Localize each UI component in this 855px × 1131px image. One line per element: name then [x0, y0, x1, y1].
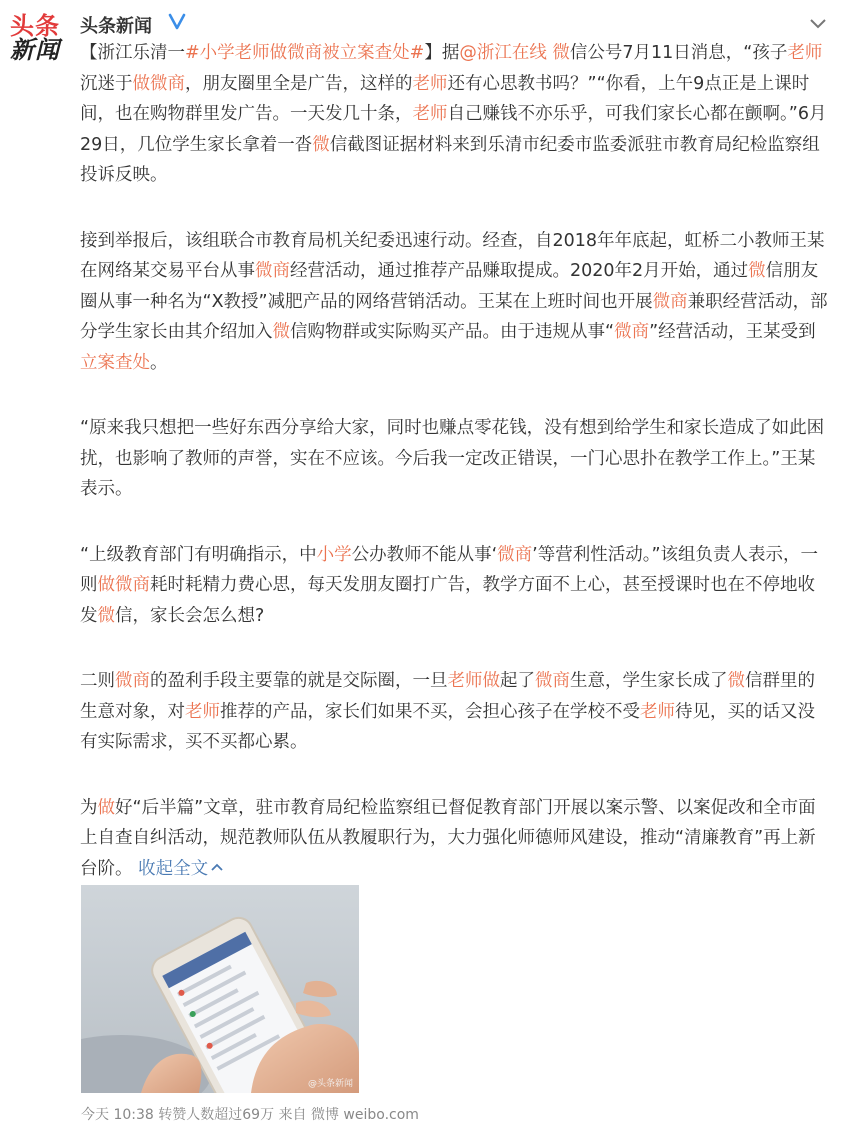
- highlight-link[interactable]: 做: [97, 797, 115, 818]
- post-footer: [81, 1104, 419, 1124]
- text-run: 生意，学生家长成了: [570, 671, 728, 691]
- highlight-link[interactable]: 老师: [185, 701, 220, 722]
- highlight-link[interactable]: 微商: [535, 671, 570, 691]
- repost-count: 转赞人数超过69万: [158, 1107, 275, 1123]
- highlight-link[interactable]: 老师: [412, 104, 448, 124]
- post-body: [80, 38, 830, 884]
- post-photo[interactable]: [81, 885, 359, 1093]
- text-run: 信公号7月11日消息，“孩子: [569, 43, 788, 63]
- paragraph-2: [80, 226, 830, 379]
- text-run: 公办教师不能从事‘: [351, 544, 498, 565]
- paragraph-6: [80, 793, 830, 885]
- text-run: 的盈利手段主要靠的就是交际圈，一旦: [150, 671, 448, 691]
- text-run: ’等营利性活动。”该组负责人表示，一则: [80, 544, 819, 595]
- text-run: 耗时耗精力费心思，每天发朋友圈打广告，教学方面不上心，甚至授课时也在不停地收发: [80, 575, 815, 626]
- highlight-link[interactable]: 微: [748, 261, 766, 281]
- paragraph-1: [80, 38, 830, 191]
- text-run: 信，家长会怎么想?: [115, 605, 265, 626]
- text-run: ，朋友圈里全是广告，这样的: [185, 73, 413, 94]
- highlight-link[interactable]: 微: [727, 671, 745, 691]
- highlight-link[interactable]: 老师: [787, 43, 823, 63]
- text-run: 】据: [424, 43, 460, 63]
- highlight-link[interactable]: 老师: [640, 701, 675, 722]
- highlight-link[interactable]: 微: [97, 605, 115, 626]
- highlight-link[interactable]: 微: [552, 43, 570, 63]
- text-run: 信群里的生意对象，对: [80, 671, 815, 722]
- post-time: 今天 10:38: [81, 1107, 154, 1123]
- highlight-link[interactable]: #小学老师做微商被立案查处#: [185, 43, 425, 63]
- text-run: 接到举报后，该组联合市教育局机关纪委迅速行动。经查，自2018年年底起，虹桥二小教师王某在网络某交易平台从事: [80, 230, 825, 281]
- photo-watermark: @头条新闻: [307, 1079, 353, 1089]
- text-run: 【浙江乐清一: [80, 43, 185, 63]
- text-run: 。: [150, 352, 168, 373]
- paragraph-3: [80, 413, 830, 505]
- highlight-link[interactable]: 微: [312, 134, 330, 155]
- chevron-up-icon: [211, 863, 223, 872]
- text-run: “上级教育部门有明确指示，中: [80, 544, 317, 565]
- highlight-link[interactable]: 立案查处: [80, 352, 150, 373]
- highlight-link[interactable]: 小学: [316, 544, 352, 565]
- highlight-link[interactable]: 老师: [412, 73, 448, 94]
- text-run: 起了: [500, 671, 535, 691]
- text-run: 兼职经营活动，部分学生家长由其介绍加入: [80, 291, 828, 342]
- verified-badge-icon: [168, 12, 186, 30]
- highlight-link[interactable]: 做微商: [132, 73, 185, 94]
- logo-line2: 新闻: [10, 36, 60, 64]
- logo-line1: 头条: [10, 12, 60, 40]
- text-run: 好“后半篇”文章，驻市教育局纪检监察组已督促教育部门开展以案示警、以案促改和全市面上自查自纠活动，规范教师队伍从教履职行为，大力强化师德师风建设，推动“清廉教育”再上新台阶。: [80, 797, 816, 879]
- chevron-down-icon[interactable]: [809, 18, 827, 30]
- highlight-link[interactable]: 做微商: [97, 575, 150, 595]
- highlight-link[interactable]: 微商: [614, 322, 650, 342]
- collapse-button[interactable]: [138, 859, 223, 879]
- text-run: “原来我只想把一些好东西分享给大家，同时也赚点零花钱，没有想到给学生和家长造成了如此困扰，也影响了教师的声誉，实在不应该。今后我一定改正错误，一门心思扑在教学工作上。”王某表示。: [80, 418, 825, 499]
- text-run: 沉迷于: [80, 73, 133, 94]
- text-run: 经营活动，通过推荐产品赚取提成。2020年2月开始，通过: [290, 261, 749, 281]
- text-run: 信购物群或实际购买产品。由于违规从事“: [290, 322, 615, 342]
- highlight-link[interactable]: 微商: [652, 291, 688, 312]
- account-name[interactable]: 头条新闻: [80, 16, 152, 37]
- highlight-link[interactable]: 老师做: [447, 671, 500, 691]
- account-logo[interactable]: [10, 14, 64, 68]
- text-run: 自己赚钱不亦乐乎，可我们家长心都在颤啊。”6月29日，几位学生家长拿着一沓: [80, 104, 827, 155]
- text-run: ”经营活动，王某受到: [649, 322, 816, 342]
- text-run: 推荐的产品，家长们如果不买，会担心孩子在学校不受: [220, 701, 640, 722]
- paragraph-5: [80, 666, 830, 758]
- text-run: 还有心思教书吗？”“你看，上午9点正是上课时间，也在购物群里发广告。一天发几十条，: [80, 73, 810, 124]
- highlight-link[interactable]: 微: [272, 322, 290, 342]
- text-run: 二则: [80, 671, 115, 691]
- photo-illustration: [81, 885, 359, 1093]
- highlight-link[interactable]: 微商: [255, 261, 290, 281]
- text-run: 待见，买的话又没有实际需求，买不买都心累。: [80, 701, 815, 752]
- highlight-link[interactable]: 微商: [115, 671, 150, 691]
- highlight-link[interactable]: @浙江在线: [459, 43, 547, 63]
- post-source[interactable]: 来自 微博 weibo.com: [278, 1107, 419, 1123]
- collapse-label: 收起全文: [138, 858, 209, 879]
- text-run: 为: [80, 797, 98, 818]
- paragraph-4: [80, 540, 830, 632]
- text-run: 信朋友圈从事一种名为“X教授”减肥产品的网络营销活动。王某在上班时间也开展: [80, 261, 819, 312]
- text-run: 信截图证据材料来到乐清市纪委市监委派驻市教育局纪检监察组投诉反映。: [80, 134, 820, 185]
- highlight-link[interactable]: 微商: [497, 544, 533, 565]
